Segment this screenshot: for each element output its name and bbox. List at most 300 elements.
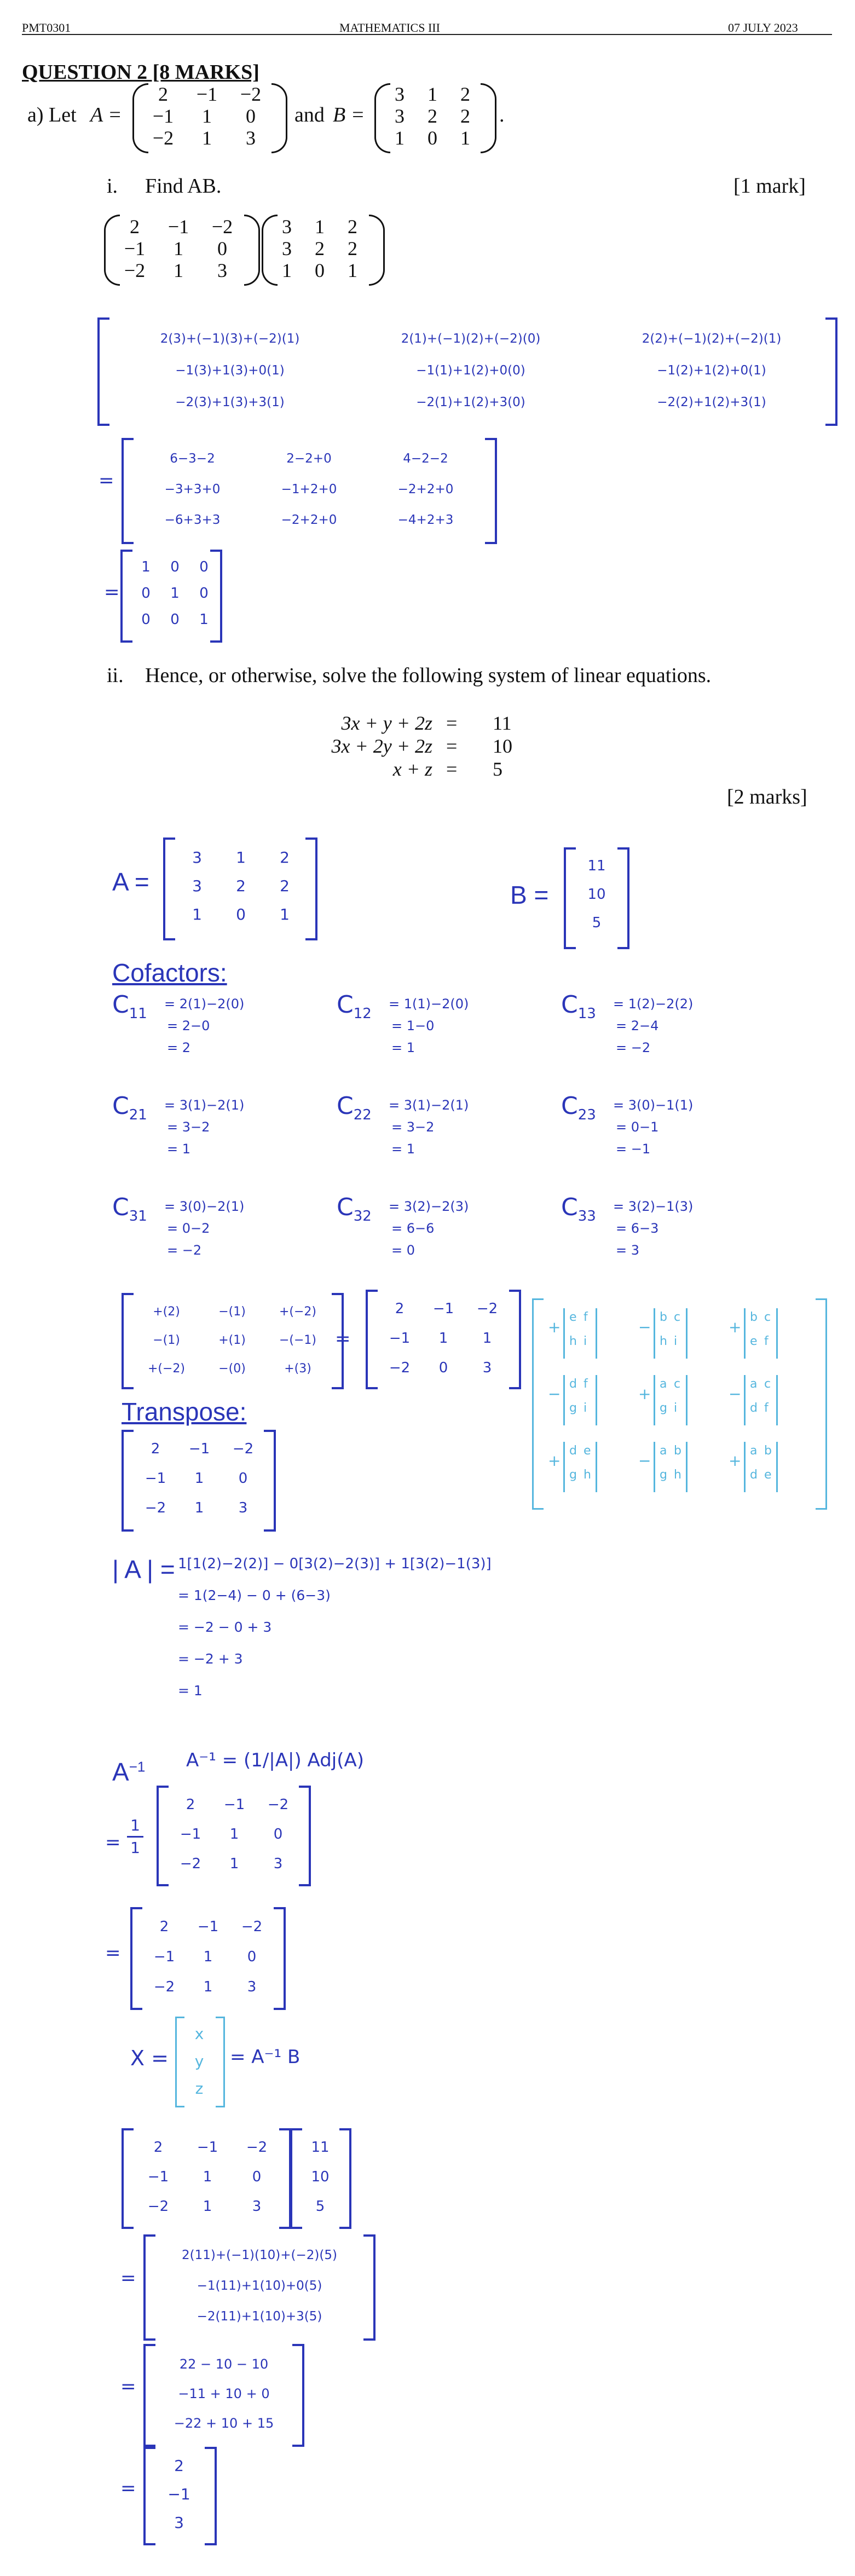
matrix-cell: −1 <box>432 1301 454 1317</box>
minor-letter: h <box>660 1335 667 1348</box>
matrix-cell: 0 <box>246 105 256 127</box>
matrix-cell: −2 <box>180 1856 201 1872</box>
cofactor-line: = 0 <box>391 1243 415 1258</box>
bracket-right <box>264 1430 276 1532</box>
cofactor-index: 11 <box>129 1005 147 1022</box>
bracket-right <box>509 1290 521 1389</box>
matrix-cell: 2 <box>151 1441 160 1457</box>
minor-letter: h <box>674 1468 681 1482</box>
sign-symbol: + <box>729 1452 742 1470</box>
matrix-cell: 3 <box>174 2513 184 2532</box>
part-ii-label: ii. <box>107 664 124 687</box>
x-vector-entry: z <box>195 2079 204 2098</box>
cofactor-line: = 2−0 <box>167 1018 210 1033</box>
matrix-cell: 3 <box>482 1360 492 1376</box>
sign-symbol: + <box>548 1452 561 1470</box>
x-label: X = <box>130 2046 169 2070</box>
matrix-cell: 3 <box>217 259 227 281</box>
matrix-cell: −1+2+0 <box>281 482 337 496</box>
matrix-cell: 3 <box>395 83 405 105</box>
matrix-cell: 0 <box>199 585 209 602</box>
matrix-cell: 0 <box>170 559 180 575</box>
matrix-cell: 1 <box>203 1948 213 1965</box>
cofactor-line: = 3(1)−2(1) <box>389 1098 469 1113</box>
minor-letter: f <box>764 1335 769 1348</box>
identity-result <box>131 554 219 633</box>
matrix-cell: −2(1)+1(2)+3(0) <box>416 395 525 409</box>
matrix-cell: 0 <box>170 611 180 628</box>
matrix-cell: 2 <box>159 1918 169 1935</box>
matrix-cell: 1 <box>192 905 202 923</box>
sign-symbol: + <box>548 1318 561 1336</box>
equals-sign: = <box>120 2477 136 2499</box>
matrix-cell: 1 <box>315 216 325 238</box>
bracket-left <box>122 1293 134 1389</box>
bracket-left <box>122 1430 134 1532</box>
matrix-cell: 1 <box>236 848 246 867</box>
minor-letter: f <box>764 1401 769 1415</box>
note-bracket-right <box>216 2017 225 2107</box>
equation-relation: = <box>446 712 458 734</box>
matrix-cell: +(2) <box>153 1304 180 1319</box>
matrix-cell: 5 <box>592 915 602 931</box>
matrix-cell: −2 <box>246 2139 268 2156</box>
matrix-cell: −1 <box>145 1470 166 1487</box>
bracket-right <box>825 317 837 426</box>
matrix-cell: +(1) <box>218 1333 246 1347</box>
hw-matrix-A <box>175 843 307 928</box>
equation-lhs: 3x + y + 2z <box>341 712 432 734</box>
cofactor-line: = 2 <box>167 1040 191 1055</box>
minor-letter: a <box>660 1444 667 1458</box>
det-line: = 1 <box>178 1683 203 1699</box>
cofactor-entry <box>561 1092 780 1191</box>
matrix-cell: −(0) <box>218 1361 246 1376</box>
minor-letter: g <box>569 1468 577 1482</box>
minor-determinant <box>744 1442 778 1492</box>
matrix-cell: 1 <box>174 238 183 259</box>
minor-letter: h <box>569 1335 577 1348</box>
matrix-cell: −6+3+3 <box>164 513 221 527</box>
minor-letter: a <box>750 1377 758 1391</box>
matrix-cell: 2 <box>460 105 470 127</box>
matrix-cell: −1 <box>196 83 218 105</box>
cofactor-line: = 3(1)−2(1) <box>164 1098 245 1113</box>
inverse-formula: A⁻¹ = (1/|A|) Adj(A) <box>186 1749 365 1771</box>
matrix-cell: 22 − 10 − 10 <box>179 2356 269 2372</box>
minor-letter: h <box>584 1468 591 1482</box>
cofactor-line: = 3 <box>616 1243 640 1258</box>
matrix-cell: 1 <box>427 83 437 105</box>
inverse-label: $A^{-1}$ <box>112 1758 146 1786</box>
cofactor-entry <box>112 1092 331 1191</box>
matrix-cell: −2 <box>152 127 174 149</box>
cofactor-index: 13 <box>577 1005 596 1022</box>
equation-relation: = <box>446 758 458 780</box>
minor-letter: i <box>674 1335 678 1348</box>
matrix-cell: 1 <box>203 2169 212 2185</box>
cofactor-line: = 3(2)−1(3) <box>613 1199 694 1214</box>
course-code: PMT0301 <box>22 21 71 34</box>
equation-rhs: 5 <box>493 758 502 780</box>
exam-date: 07 JULY 2023 <box>728 21 798 34</box>
bracket-left <box>130 1907 142 2010</box>
cofactor-label: $C_{23}$ <box>561 1092 596 1123</box>
solution-vector <box>154 2451 204 2537</box>
minor-letter: f <box>584 1310 588 1324</box>
cofactor-line: = 3−2 <box>391 1119 435 1135</box>
matrix-cell: −1(11)+1(10)+0(5) <box>197 2279 322 2293</box>
minor-determinant <box>654 1442 688 1492</box>
minor-letter: i <box>584 1335 587 1348</box>
minor-determinant <box>744 1308 778 1359</box>
bracket-left <box>290 2128 302 2229</box>
transpose-title: Transpose: <box>122 1397 247 1426</box>
minor-letter: i <box>674 1401 678 1415</box>
cofactor-index: 31 <box>129 1208 147 1225</box>
matrix-cell: 0 <box>315 259 325 281</box>
sign-symbol: − <box>548 1385 561 1403</box>
matrix-cell: 1 <box>199 611 209 628</box>
matrix-cell: −1 <box>197 2139 218 2156</box>
matrix-cell: 0 <box>141 585 151 602</box>
cofactor-line: = −1 <box>616 1141 651 1157</box>
bracket-right <box>299 1786 311 1886</box>
matrix-cell: −1 <box>124 238 146 259</box>
cofactor-index: 33 <box>577 1208 596 1225</box>
matrix-cell: 0 <box>252 2169 262 2185</box>
matrix-cell: 3 <box>252 2198 262 2215</box>
cofactor-sign-pattern-note <box>545 1303 818 1505</box>
matrix-cell: 1 <box>194 1470 204 1487</box>
cofactor-index: 23 <box>577 1106 596 1123</box>
matrix-cell: 2(1)+(−1)(2)+(−2)(0) <box>401 332 541 346</box>
mult-matrix-B <box>301 2133 339 2221</box>
bracket-right <box>363 2234 375 2341</box>
minor-letter: f <box>584 1377 588 1391</box>
bracket-right <box>305 838 317 940</box>
cofactor-line: = 2−4 <box>616 1018 659 1033</box>
minor-letter: d <box>569 1377 577 1391</box>
matrix-cell: −11 + 10 + 0 <box>178 2386 270 2401</box>
subject-title: MATHEMATICS III <box>339 21 440 34</box>
note-bracket-right <box>816 1298 827 1510</box>
cofactor-entry <box>337 991 556 1089</box>
minor-determinant <box>563 1375 597 1425</box>
matrix-cell: −1 <box>152 105 174 127</box>
matrix-cell: −2 <box>153 1978 175 1995</box>
minor-letter: e <box>584 1444 591 1458</box>
x-formula: = A⁻¹ B <box>230 2046 301 2068</box>
minor-letter: g <box>660 1468 667 1482</box>
cofactor-line: = 1(2)−2(2) <box>613 996 694 1012</box>
bracket-left <box>97 317 109 426</box>
minor-letter: d <box>750 1468 758 1482</box>
cofactor-entry <box>561 991 780 1089</box>
bracket-left <box>143 2447 155 2545</box>
cofactor-line: = 3(2)−2(3) <box>389 1199 469 1214</box>
bracket-left <box>143 2344 155 2447</box>
product-matrix-A <box>113 216 244 281</box>
matrix-cell: +(3) <box>284 1361 311 1376</box>
matrix-cell: 1 <box>482 1330 492 1347</box>
matrix-cell: +(−2) <box>279 1304 317 1319</box>
matrix-cell: −1(1)+1(2)+0(0) <box>416 363 525 378</box>
minor-letter: c <box>674 1310 681 1324</box>
and-word: and <box>294 103 325 126</box>
matrix-cell: 2(2)+(−1)(2)+(−2)(1) <box>642 332 782 346</box>
matrix-cell: −4+2+3 <box>397 513 454 527</box>
minor-letter: g <box>569 1401 577 1415</box>
part-i-marks: [1 mark] <box>733 175 806 198</box>
matrix-cell: 2 <box>395 1301 405 1317</box>
equation-lhs: 3x + 2y + 2z <box>331 735 432 757</box>
cofactor-label: $C_{33}$ <box>561 1193 596 1225</box>
hw-A-label: A = <box>112 868 149 896</box>
matrix-cell: −(1) <box>218 1304 246 1319</box>
hw-matrix-B <box>575 852 619 937</box>
matrix-cell: −2+2+0 <box>397 482 454 496</box>
det-label: | A | = <box>112 1555 175 1584</box>
matrix-cell: −1 <box>167 2485 190 2503</box>
equation-row <box>328 712 613 735</box>
det-line: = −2 + 3 <box>178 1651 243 1667</box>
matrix-cell: −2 <box>241 1918 263 1935</box>
matrix-cell: 10 <box>311 2169 330 2185</box>
matrix-cell: −2 <box>124 259 146 281</box>
bracket-right <box>617 847 629 949</box>
minor-letter: b <box>750 1310 758 1324</box>
minor-letter: b <box>674 1444 681 1458</box>
bracket-left <box>120 550 132 643</box>
minor-determinant <box>563 1442 597 1492</box>
x-vector <box>183 2020 216 2102</box>
equals-sign: = <box>335 1328 351 1350</box>
matrix-cell: 2 <box>236 876 246 895</box>
matrix-cell: −2 <box>389 1360 411 1376</box>
x-vector-entry: x <box>194 2024 204 2043</box>
equals-sign: = <box>120 2267 136 2289</box>
cofactor-line: = 0−2 <box>167 1221 210 1236</box>
equation-relation: = <box>446 735 458 757</box>
part-i-label: i. <box>107 175 118 198</box>
cofactor-line: = 2(1)−2(0) <box>164 996 245 1012</box>
paren-right <box>244 215 260 286</box>
matrix-cell: 5 <box>315 2198 325 2215</box>
equation-row <box>328 735 613 758</box>
cofactor-label: $C_{13}$ <box>561 991 596 1022</box>
matrix-cell: 1 <box>438 1330 448 1347</box>
matrix-cell: −1 <box>389 1330 411 1347</box>
cofactor-index: 32 <box>353 1208 372 1225</box>
sign-symbol: + <box>638 1385 651 1403</box>
minor-determinant <box>563 1308 597 1359</box>
matrix-cell: −1 <box>180 1826 201 1843</box>
header-rule <box>22 34 832 35</box>
cofactor-index: 12 <box>353 1005 372 1022</box>
matrix-cell: 1 <box>170 585 180 602</box>
minor-letter: d <box>750 1401 758 1415</box>
bracket-left <box>366 1290 378 1389</box>
minor-letter: g <box>660 1401 667 1415</box>
matrix-cell: −1 <box>197 1918 219 1935</box>
part-a-prefix: a) Let <box>27 103 77 126</box>
bracket-left <box>564 847 576 949</box>
matrix-A <box>141 83 273 149</box>
sign-symbol: − <box>638 1318 651 1336</box>
cofactor-line: = 3(0)−1(1) <box>613 1098 694 1113</box>
matrix-cell: 4−2−2 <box>403 452 448 466</box>
inverse-matrix <box>142 1911 274 2002</box>
matrix-cell: 1 <box>460 127 470 149</box>
cofactor-matrix <box>378 1294 509 1383</box>
matrix-cell: 2−2+0 <box>286 452 332 466</box>
hw-B-label: B = <box>510 881 549 909</box>
matrix-B-symbol: B = <box>333 103 365 126</box>
cofactor-label: $C_{11}$ <box>112 991 147 1022</box>
equals-sign: = <box>105 1832 121 1853</box>
bracket-left <box>163 838 175 940</box>
cofactor-entry <box>337 1092 556 1191</box>
equals-sign: = <box>99 470 114 492</box>
cofactor-entry <box>337 1193 556 1292</box>
matrix-cell: 1 <box>280 905 290 923</box>
matrix-cell: −2 <box>240 83 262 105</box>
det-line: = −2 − 0 + 3 <box>178 1619 272 1635</box>
cofactor-label: $C_{32}$ <box>337 1193 372 1225</box>
matrix-cell: −2 <box>232 1441 254 1457</box>
matrix-cell: 0 <box>247 1948 257 1965</box>
cofactor-label: $C_{22}$ <box>337 1092 372 1123</box>
cofactor-line: = 6−3 <box>616 1221 659 1236</box>
matrix-A-symbol: A = <box>90 103 122 126</box>
matrix-cell: 2 <box>460 83 470 105</box>
cofactor-line: = 6−6 <box>391 1221 435 1236</box>
matrix-cell: 1 <box>203 2198 212 2215</box>
matrix-cell: 2 <box>315 238 325 259</box>
equation-lhs: x + z <box>392 758 432 780</box>
paren-right <box>481 83 496 153</box>
matrix-cell: 2 <box>130 216 140 238</box>
bracket-right <box>292 2344 304 2447</box>
bracket-left <box>122 2128 134 2229</box>
matrix-cell: 0 <box>199 559 209 575</box>
matrix-cell: 6−3−2 <box>170 452 215 466</box>
matrix-cell: 1 <box>348 259 357 281</box>
minor-letter: b <box>660 1310 667 1324</box>
part-i-text: Find AB. <box>145 175 222 198</box>
matrix-cell: 2 <box>348 216 357 238</box>
det-line: = 1(2−4) − 0 + (6−3) <box>178 1587 331 1603</box>
part-ii-text: Hence, or otherwise, solve the following system of linear equations. <box>145 664 712 687</box>
matrix-cell: −2 <box>211 216 233 238</box>
matrix-cell: 3 <box>192 848 202 867</box>
matrix-cell: −(−1) <box>279 1333 317 1347</box>
bracket-left <box>122 438 134 544</box>
matrix-cell: 1 <box>229 1826 239 1843</box>
matrix-cell: −3+3+0 <box>164 482 221 496</box>
matrix-cell: −2 <box>267 1797 289 1813</box>
matrix-cell: 1 <box>395 127 405 149</box>
matrix-cell: −2+2+0 <box>281 513 337 527</box>
cofactor-index: 22 <box>353 1106 372 1123</box>
cofactor-label: $C_{31}$ <box>112 1193 147 1225</box>
equals-sign: = <box>120 2376 136 2398</box>
matrix-cell: 1 <box>202 105 212 127</box>
ab-expansion <box>109 323 832 418</box>
matrix-cell: 1 <box>203 1978 213 1995</box>
transpose-matrix <box>134 1434 265 1523</box>
matrix-cell: −(1) <box>153 1333 180 1347</box>
cofactor-line: = 3(0)−2(1) <box>164 1199 245 1214</box>
bracket-right <box>274 1907 286 2010</box>
matrix-cell: 2 <box>153 2139 163 2156</box>
matrix-cell: −1(3)+1(3)+0(1) <box>175 363 285 378</box>
matrix-cell: −22 + 10 + 15 <box>174 2416 274 2431</box>
bracket-right <box>339 2128 351 2229</box>
matrix-B <box>383 83 482 149</box>
matrix-cell: −2 <box>147 2198 169 2215</box>
bracket-left <box>157 1786 169 1886</box>
bracket-right <box>279 2128 291 2229</box>
cofactor-line: = 3−2 <box>167 1119 210 1135</box>
inverse-fraction: 1 1 <box>127 1816 143 1857</box>
paren-right <box>271 83 287 153</box>
matrix-cell: 1 <box>141 559 151 575</box>
cofactor-line: = 1(1)−2(0) <box>389 996 469 1012</box>
matrix-cell: 2 <box>158 83 168 105</box>
cofactor-label: $C_{12}$ <box>337 991 372 1022</box>
matrix-cell: 11 <box>311 2139 330 2156</box>
cofactor-grid <box>112 991 835 1297</box>
paren-right <box>369 215 385 286</box>
cofactor-entry <box>561 1193 780 1292</box>
bracket-right <box>210 550 222 643</box>
cofactors-title: Cofactors: <box>112 958 227 987</box>
ab-simplified <box>134 443 484 535</box>
note-bracket-left <box>532 1298 544 1510</box>
sign-symbol: − <box>729 1385 742 1403</box>
matrix-cell: 11 <box>587 858 606 874</box>
matrix-cell: 3 <box>282 238 292 259</box>
matrix-cell: 0 <box>236 905 246 923</box>
cofactor-signed-matrix <box>134 1297 331 1383</box>
matrix-cell: 2(3)+(−1)(3)+(−2)(1) <box>160 332 300 346</box>
matrix-cell: 1 <box>282 259 292 281</box>
equals-sign: = <box>105 1942 121 1964</box>
minor-letter: e <box>750 1335 758 1348</box>
matrix-cell: 2 <box>280 876 290 895</box>
matrix-cell: 2 <box>280 848 290 867</box>
minor-letter: e <box>764 1468 772 1482</box>
matrix-cell: −2 <box>145 1500 166 1516</box>
matrix-cell: +(−2) <box>147 1361 186 1376</box>
matrix-cell: −2 <box>476 1301 498 1317</box>
minor-letter: c <box>764 1377 771 1391</box>
minor-letter: c <box>764 1310 771 1324</box>
matrix-cell: 1 <box>202 127 212 149</box>
minor-letter: e <box>569 1310 577 1324</box>
matrix-cell: −2(2)+1(2)+3(1) <box>657 395 766 409</box>
matrix-cell: 0 <box>427 127 437 149</box>
matrix-cell: 0 <box>141 611 151 628</box>
matrix-cell: 3 <box>238 1500 248 1516</box>
cofactor-line: = 0−1 <box>616 1119 659 1135</box>
cofactor-line: = 1 <box>391 1040 415 1055</box>
matrix-cell: −1 <box>188 1441 210 1457</box>
matrix-cell: −2(3)+1(3)+3(1) <box>175 395 285 409</box>
period: . <box>499 103 505 126</box>
